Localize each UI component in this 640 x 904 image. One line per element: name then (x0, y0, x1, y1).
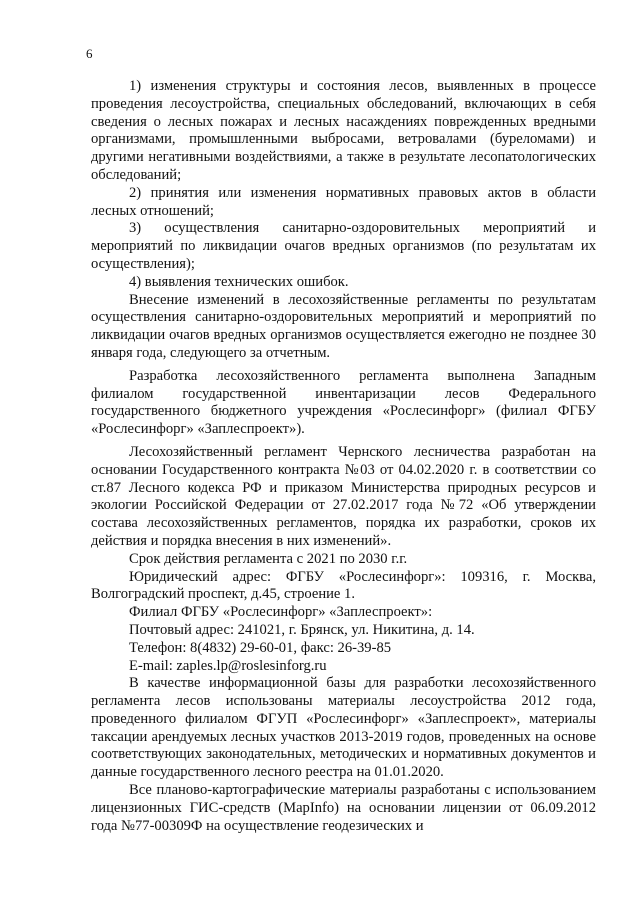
paragraph-branch: Филиал ФГБУ «Рослесинфорг» «Заплеспроект»: (129, 604, 433, 621)
paragraph-information-base: В качестве информационной базы для разработки лесохозяйственного регламента лесов использованы материалы лесоустройства 2012 года, проведенного филиалом ФГУП «Рослесинфорг» «Заплеспроект», материалы таксации арендуемых лесных участков 2013-2019 годов, проведенных на основе соответствующих законодательных, методических и нормативных документов и данные государственного лесного реестра на 01.01.2020. (91, 675, 596, 781)
paragraph-amendments: Внесение изменений в лесохозяйственные регламенты по результатам осуществления санитарно-оздоровительных мероприятий и мероприятий по ликвидации очагов вредных организмов осуществляется ежегодно не позднее 30 января года, следующего за отчетным. (91, 291, 596, 361)
paragraph-changes-errors: 4) выявления технических ошибок. (129, 273, 349, 290)
page-number: 6 (86, 46, 93, 61)
document-body (91, 78, 596, 835)
paragraph-phone: Телефон: 8(4832) 29-60-01, факс: 26-39-85 (129, 639, 392, 656)
paragraph-cartographic: Все планово-картографические материалы разработаны с использованием лицензионных ГИС-средств (MapInfo) на основании лицензии от 06.09.2012 года №77-00309Ф на осуществление геодезических и (91, 782, 596, 834)
paragraph-changes-structure: 1) изменения структуры и состояния лесов, выявленных в процессе проведения лесоустройства, специальных обследований, включающих в себя сведения о лесных пожарах и лесных насаждениях поврежденных вредными организмами, промышленными выбросами, ветровалами (буреломами) и другими негативными воздействиями, а также в результате лесопатологических обследований; (91, 78, 596, 183)
paragraph-changes-legal-acts: 2) принятия или изменения нормативных правовых актов в области лесных отношений; (91, 184, 596, 219)
paragraph-changes-sanitary: 3) осуществления санитарно-оздоровительных мероприятий и мероприятий по ликвидации очагов вредных организмов (по результатам их осуществления); (91, 220, 596, 272)
paragraph-validity: Срок действия регламента с 2021 по 2030 г.г. (129, 550, 408, 567)
paragraph-email: E-mail: zaples.lp@roslesinforg.ru (129, 657, 327, 674)
paragraph-developer: Разработка лесохозяйственного регламента выполнена Западным филиалом государственной инвентаризации лесов Федерального государственного бюджетного учреждения «Рослесинфорг» (филиал ФГБУ «Рослесинфорг» «Заплеспроект»). (91, 367, 596, 438)
paragraph-postal-address: Почтовый адрес: 241021, г. Брянск, ул. Никитина, д. 14. (129, 621, 475, 638)
paragraph-legal-address: Юридический адрес: ФГБУ «Рослесинфорг»: 109316, г. Москва, Волгоградский проспект, д.45, строение 1. (91, 568, 596, 603)
paragraph-basis: Лесохозяйственный регламент Чернского лесничества разработан на основании Государственного контракта №03 от 04.02.2020 г. в соответствии со ст.87 Лесного кодекса РФ и приказом Министерства природных ресурсов и экологии Российской Федерации от 27.02.2017 года №72 «Об утверждении состава лесохозяйственных регламентов, порядка их разработки, сроков их действия и порядка внесения в них изменений». (91, 443, 596, 549)
